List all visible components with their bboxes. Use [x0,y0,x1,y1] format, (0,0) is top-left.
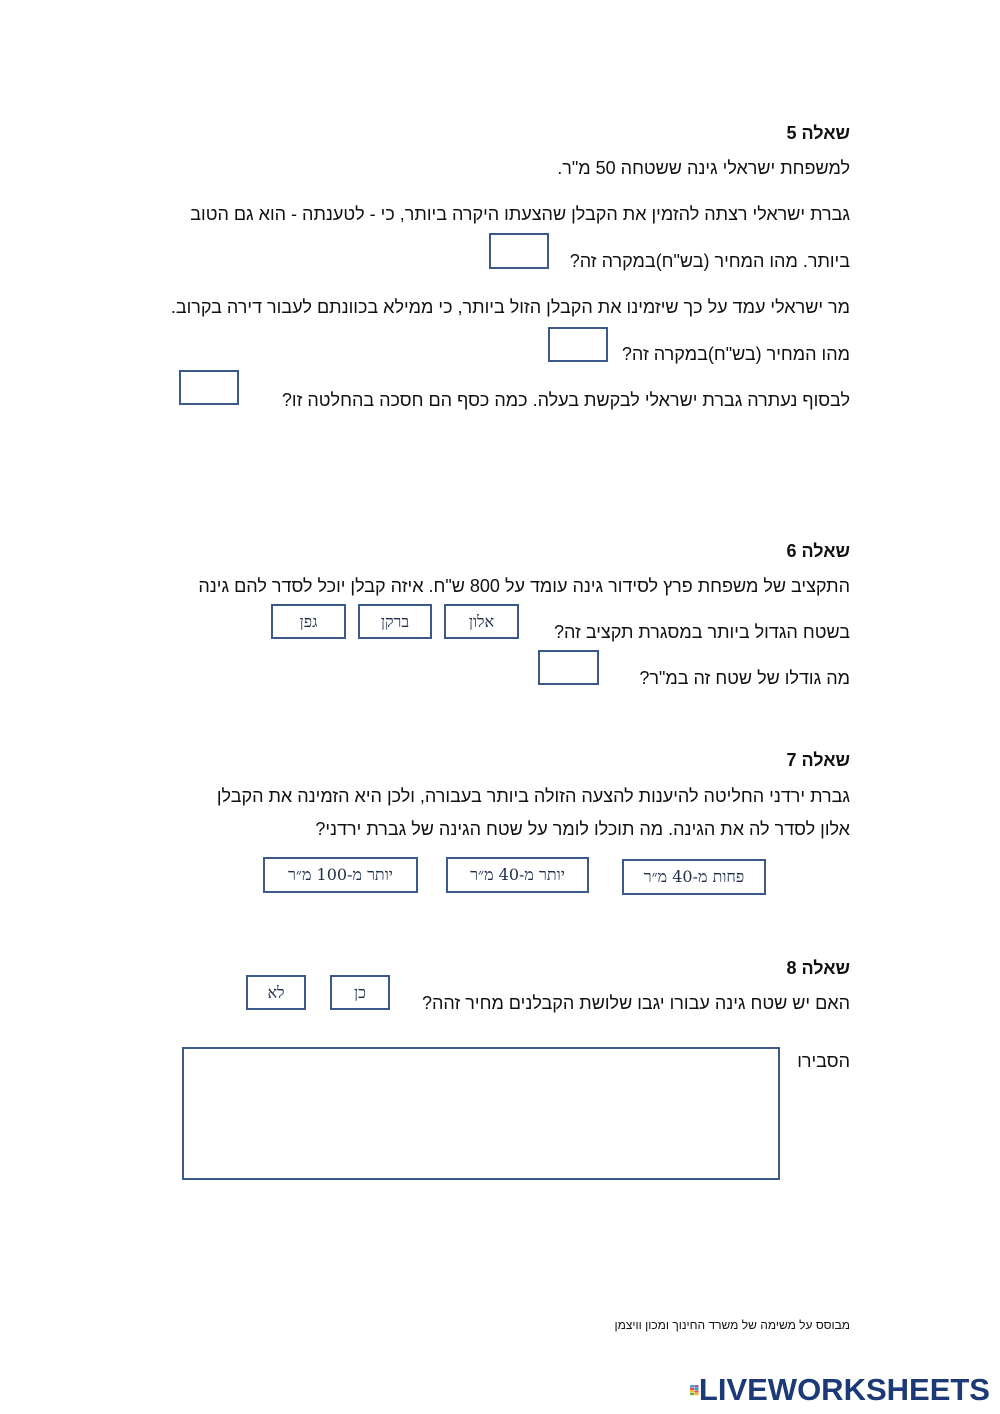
liveworksheets-logo[interactable] [690,1372,990,1408]
liveworksheets-brand: LIVEWORKSHEETS [698,1372,990,1407]
q5-line5: מהו המחיר (בש"ח)במקרה זה? [621,344,850,364]
q6-option-barkan[interactable]: ברקן [358,604,432,639]
q6-line2: בשטח הגדול ביותר במסגרת תקציב זה? [553,622,850,642]
q5-price-cheap-input[interactable] [548,327,608,362]
q8-option-no[interactable]: לא [246,975,306,1010]
q6-option-gefen[interactable]: גפן [271,604,346,639]
q7-line1: גברת ירדני החליטה להיענות להצעה הזולה ביותר בעבורה, ולכן היא הזמינה את הקבלן [216,786,850,806]
q5-title: שאלה 5 [786,123,850,143]
q5-line6: לבסוף נעתרה גברת ישראלי לבקשת בעלה. כמה כסף הם חסכה בהחלטה זו? [281,390,850,410]
q8-explain-label: הסבירו [797,1051,850,1071]
q5-line4: מר ישראלי עמד על כך שיזמינו את הקבלן הזול ביותר, כי ממילא בכוונתם לעבור דירה בקרוב. [170,297,850,317]
q7-option-more-40[interactable]: יותר מ-40 מ״ר [446,857,589,893]
q7-line2: אלון לסדר לה את הגינה. מה תוכלו לומר על שטח הגינה של גברת ירדני? [315,819,850,839]
q5-line1: למשפחת ישראלי גינה ששטחה 50 מ"ר. [557,158,850,178]
q6-title: שאלה 6 [786,541,850,561]
q5-line2: גברת ישראלי רצתה להזמין את הקבלן שהצעתו היקרה ביותר, כי - לטענתה - הוא גם הטוב [190,204,850,224]
source-note: מבוסס על משימה של משרד החינוך ומכון וויצמן [614,1318,850,1332]
q6-area-input[interactable] [538,650,599,685]
q7-title: שאלה 7 [786,750,850,770]
q7-option-less-40[interactable]: פחות מ-40 מ״ר [622,859,766,895]
q5-savings-input[interactable] [179,370,239,405]
q8-explain-textarea[interactable] [182,1047,780,1180]
q8-line1: האם יש שטח גינה עבורו יגבו שלושת הקבלנים מחיר זהה? [422,993,850,1013]
q5-price-expensive-input[interactable] [489,233,549,269]
q6-option-alon[interactable]: אלון [444,604,519,639]
q6-line1: התקציב של משפחת פרץ לסידור גינה עומד על 800 ש"ח. איזה קבלן יוכל לסדר להם גינה [198,576,850,596]
q8-title: שאלה 8 [786,958,850,978]
q8-option-yes[interactable]: כן [330,975,390,1010]
q6-line3: מה גודלו של שטח זה במ"ר? [639,668,850,688]
q5-line3: ביותר. מהו המחיר (בש"ח)במקרה זה? [569,251,850,271]
liveworksheets-blocks-icon [690,1375,699,1405]
q7-option-more-100[interactable]: יותר מ-100 מ״ר [263,857,418,893]
